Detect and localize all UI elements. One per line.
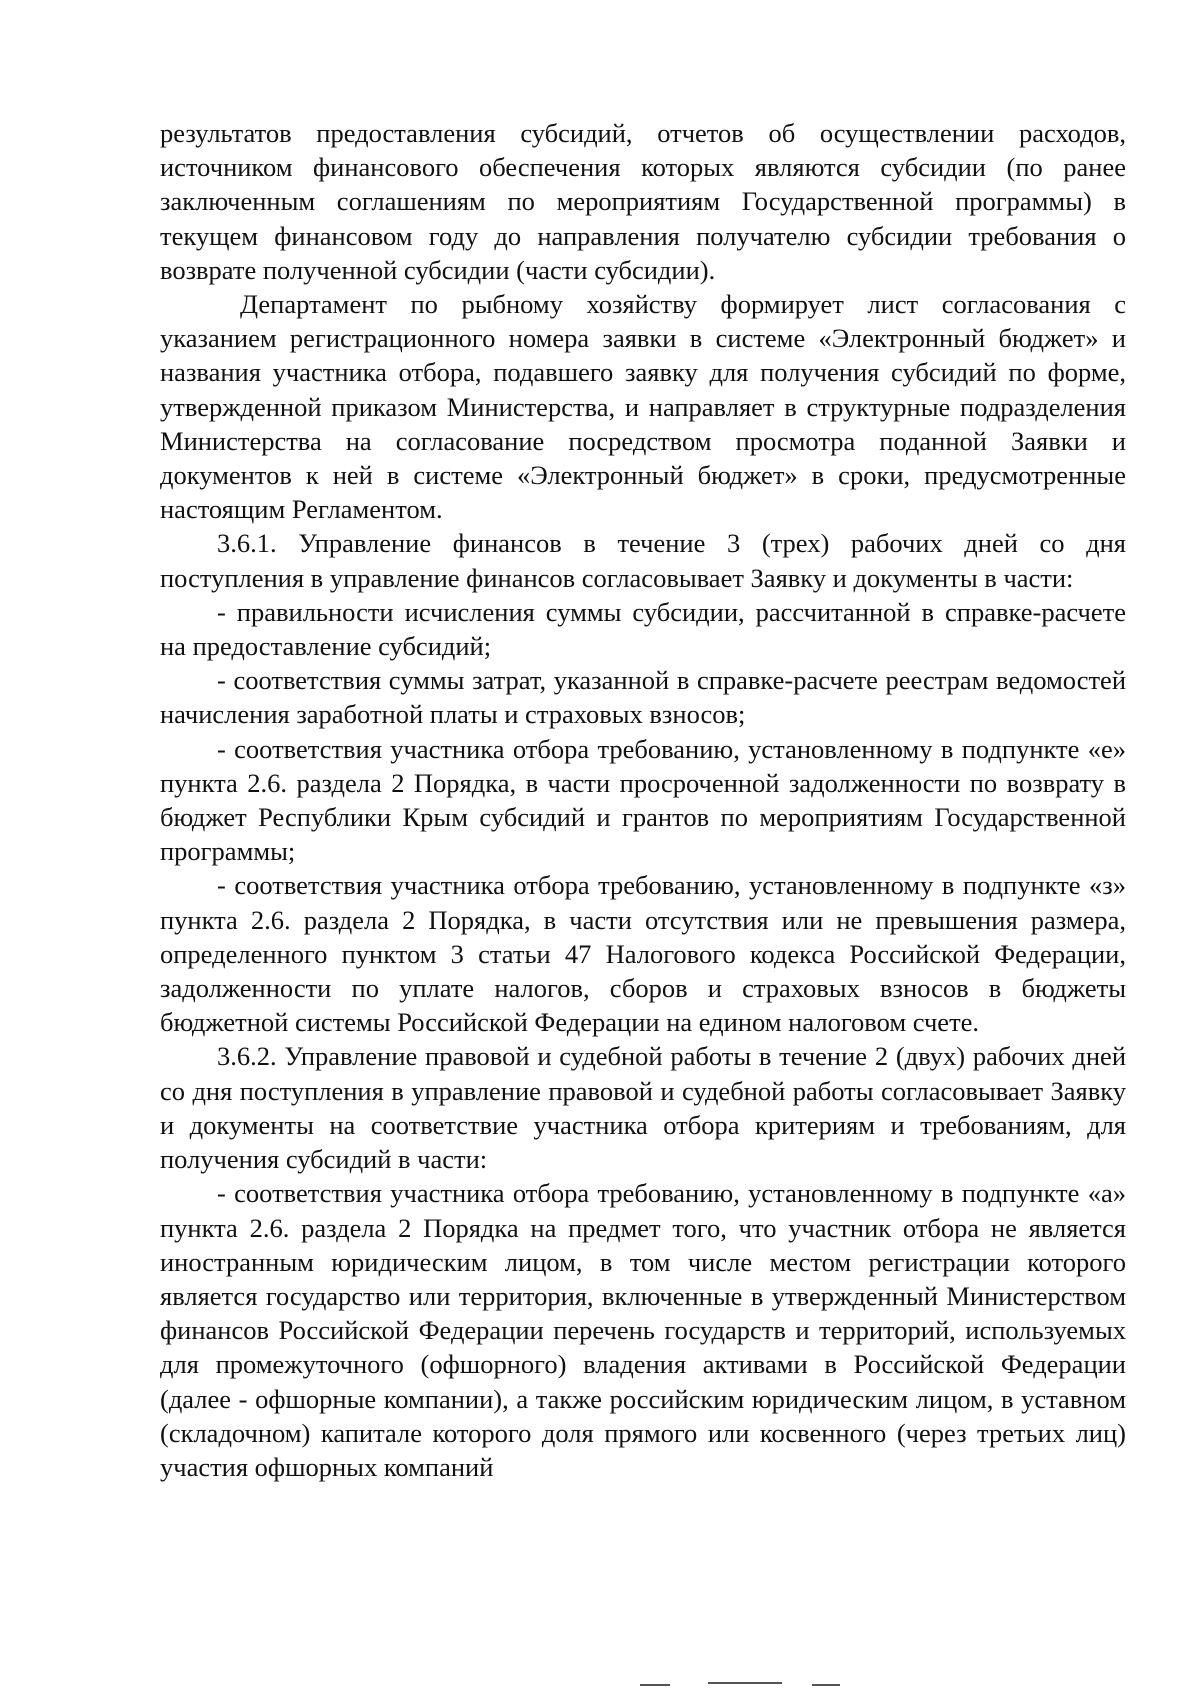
list-item-requirement-a: - соответствия участника отбора требованию, установленному в подпункте «а» пункта 2.6. раздела 2 Порядка на предмет того, что участник отбора не является иностранным юридическим лицом, в том числе местом регистрации которого является государство или территория, включенные в утвержденный Министерством финансов Российской Федерации перечень государств и территорий, используемых для промежуточного (офшорного) владения активами в Российской Федерации (далее - офшорные компании), а также российским юридическим лицом, в уставном (складочном) капитале которого доля прямого или косвенного (через третьих лиц) участия офшорных компаний [160,1178,1126,1482]
paragraph-continuation: результатов предоставления субсидий, отчетов об осуществлении расходов, источником финансового обеспечения которых являются субсидии (по ранее заключенным соглашениям по мероприятиям Государственной программы) в текущем финансовом году до направления получателю субсидии требования о возврате полученной субсидии (части субсидии). [160,118,1126,285]
list-item-calculation: - правильности исчисления суммы субсидии, рассчитанной в справке-расчете на предоставление субсидий; [160,596,1126,662]
list-item-requirement-e: - соответствия участника отбора требованию, установленному в подпункте «е» пункта 2.6. раздела 2 Порядка, в части просроченной задолженности по возврату в бюджет Республики Крым субсидий и грантов по мероприятиям Государственной программы; [160,733,1126,867]
scan-artifact-line [708,1682,782,1684]
document-body [160,116,1126,1484]
scan-artifact-line [640,1684,670,1686]
paragraph-department: Департамент по рыбному хозяйству формирует лист согласования с указанием регистрационного номера заявки в системе «Электронный бюджет» и названия участника отбора, подавшего заявку для получения субсидий по форме, утвержденной приказом Министерства, и направляет в структурные подразделения Министерства на согласование посредством просмотра поданной Заявки и документов к ней в системе «Электронный бюджет» в сроки, предусмотренные настоящим Регламентом. [160,289,1126,525]
list-item-requirement-z: - соответствия участника отбора требованию, установленному в подпункте «з» пункта 2.6. раздела 2 Порядка, в части отсутствия или не превышения размера, определенного пунктом 3 статьи 47 Налогового кодекса Российской Федерации, задолженности по уплате налогов, сборов и страховых взносов в бюджеты бюджетной системы Российской Федерации на едином налоговом счете. [160,870,1126,1038]
list-item-costs: - соответствия суммы затрат, указанной в справке-расчете реестрам ведомостей начисления заработной платы и страховых взносов; [160,665,1126,730]
paragraph-3-6-2: 3.6.2. Управление правовой и судебной работы в течение 2 (двух) рабочих дней со дня поступления в управление правовой и судебной работы согласовывает Заявку и документы на соответствие участника отбора критериям и требованиям, для получения субсидий в части: [160,1041,1126,1175]
paragraph-3-6-1: 3.6.1. Управление финансов в течение 3 (трех) рабочих дней со дня поступления в управление финансов согласовывает Заявку и документы в части: [160,528,1126,593]
scan-artifact-line [812,1684,840,1686]
